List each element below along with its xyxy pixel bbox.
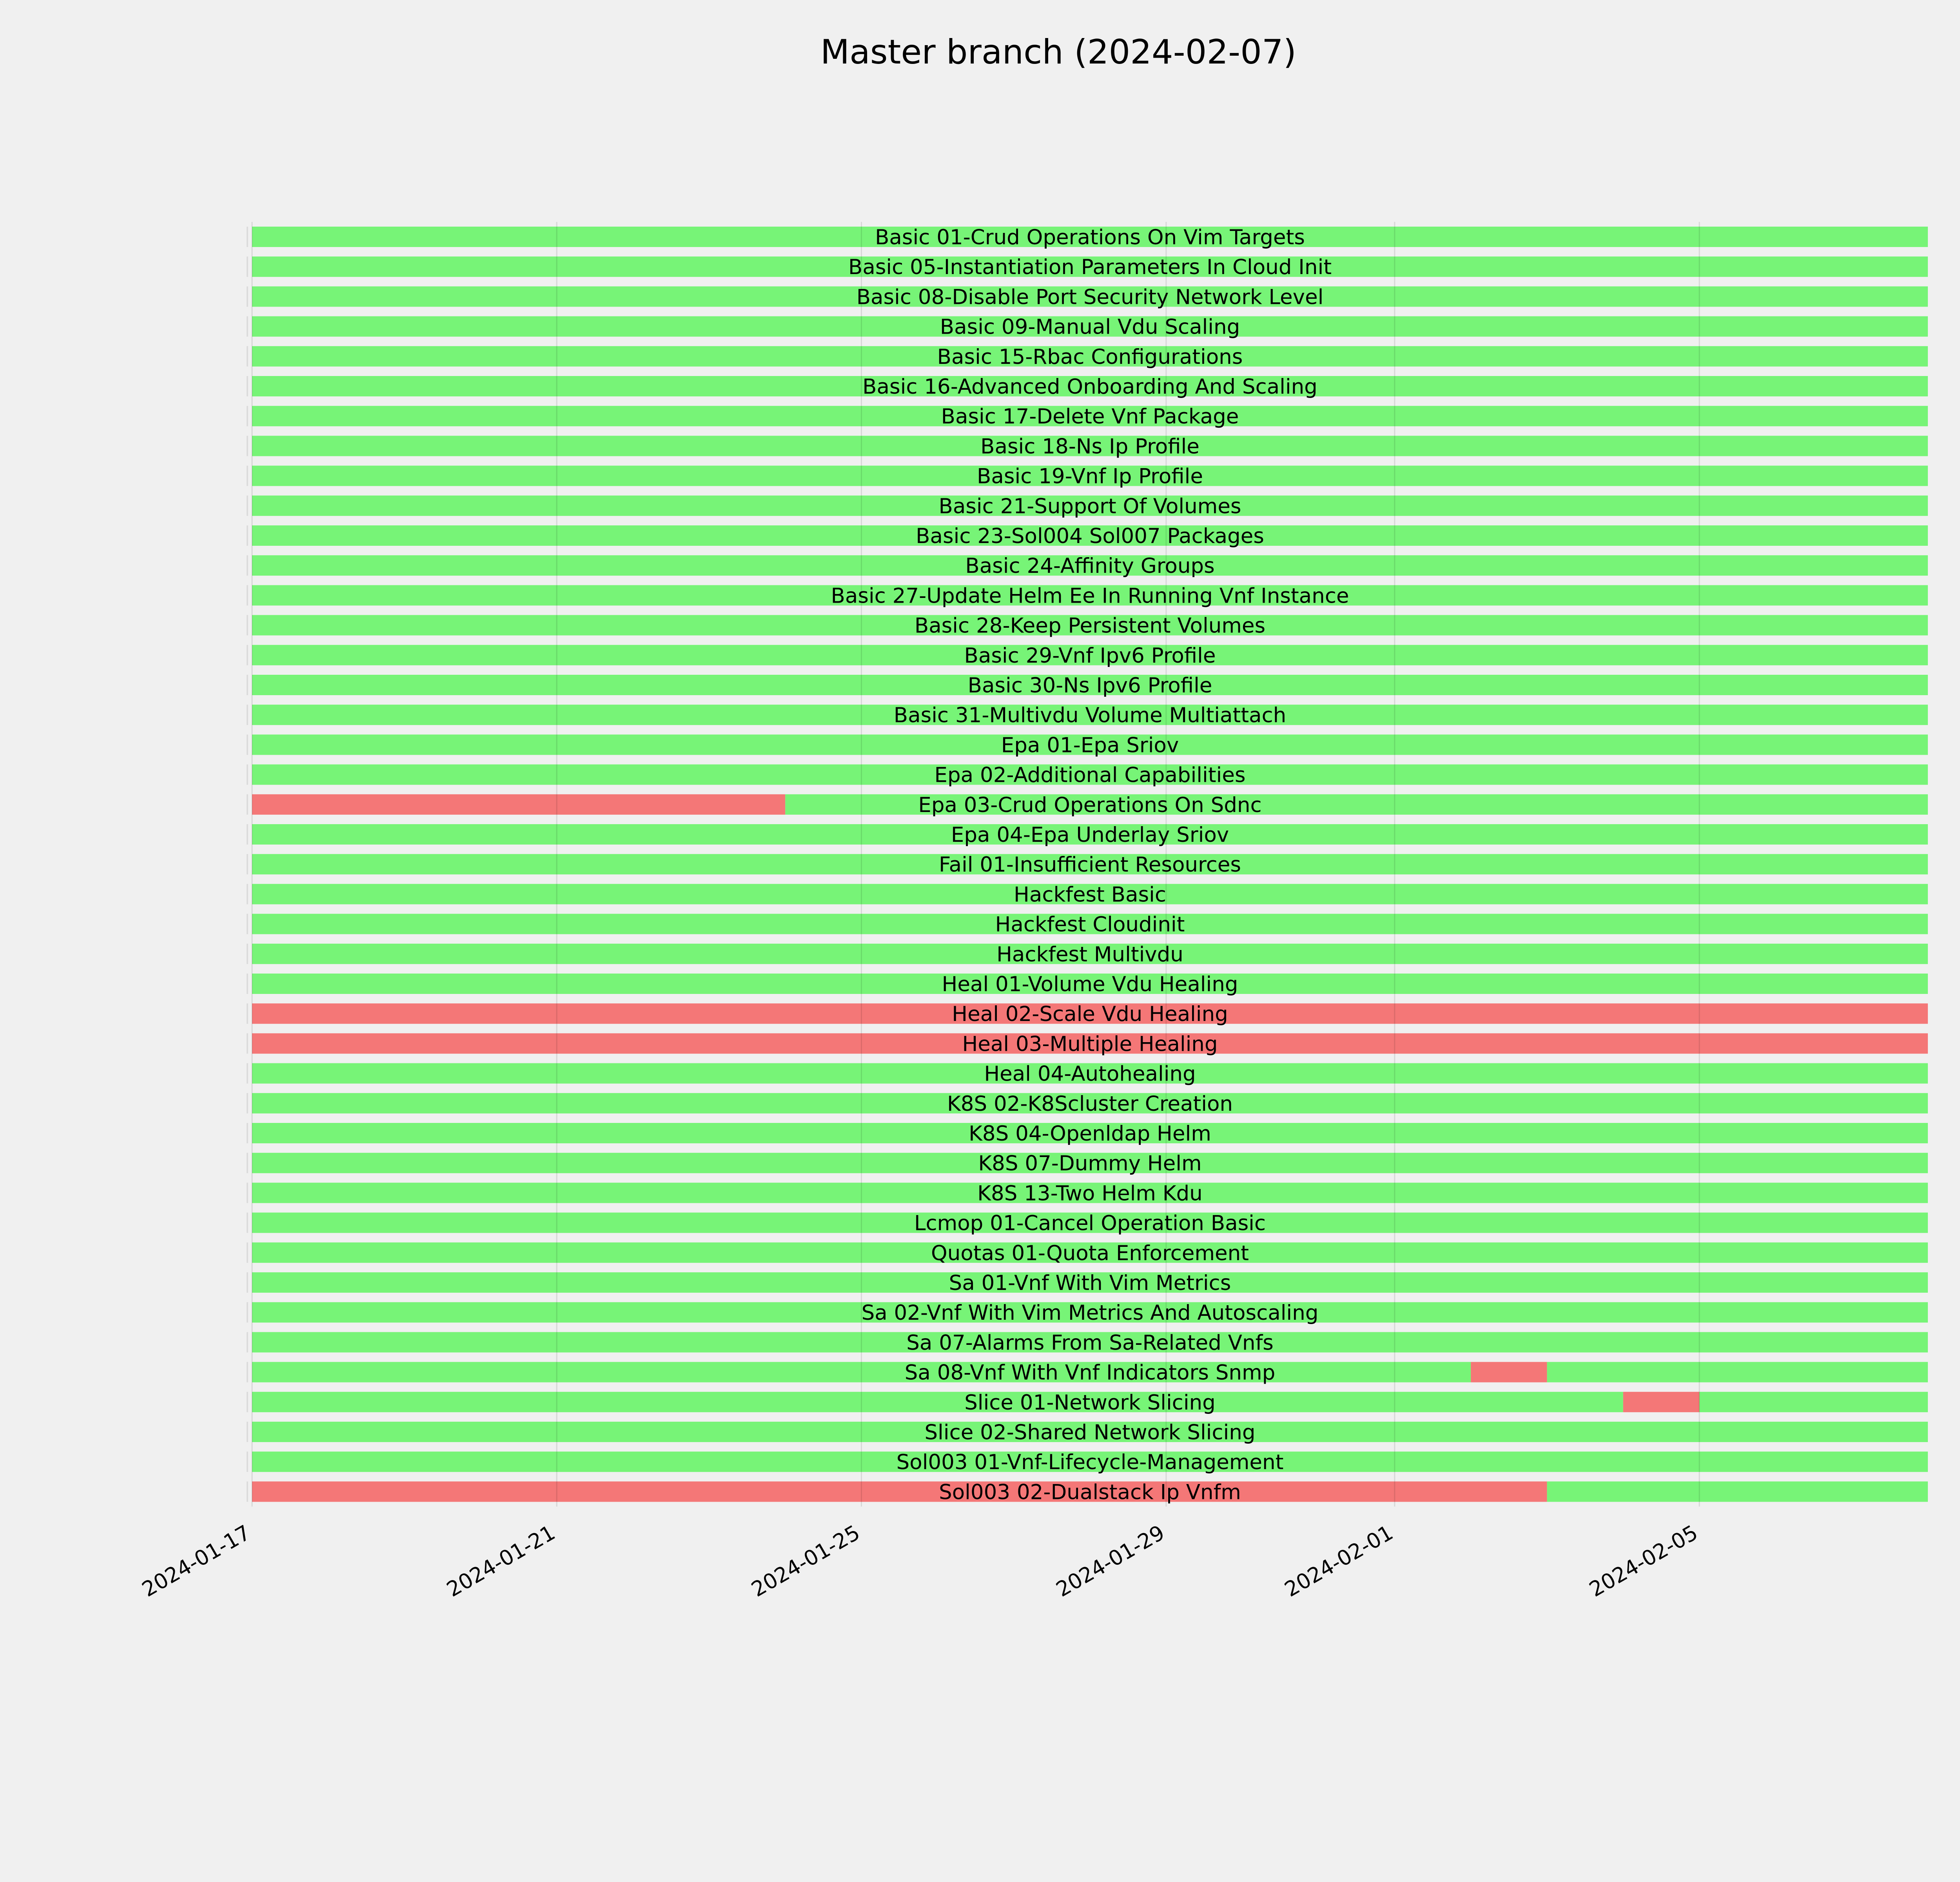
row-marker bbox=[247, 1481, 248, 1502]
x-tick-label: 2024-01-25 bbox=[747, 1520, 864, 1602]
bar-label: Heal 02-Scale Vdu Healing bbox=[952, 1002, 1228, 1026]
row-marker bbox=[247, 824, 248, 845]
row-marker bbox=[247, 436, 248, 456]
bar-label: Heal 01-Volume Vdu Healing bbox=[942, 972, 1238, 996]
row-marker bbox=[247, 705, 248, 725]
chart-title: Master branch (2024-02-07) bbox=[820, 33, 1297, 72]
bar-label: Basic 27-Update Helm Ee In Running Vnf Instance bbox=[831, 584, 1349, 608]
bar-label: Basic 31-Multivdu Volume Multiattach bbox=[893, 703, 1287, 728]
row-marker bbox=[247, 585, 248, 605]
bar-segment-fail bbox=[252, 1481, 1547, 1502]
row-marker bbox=[247, 1213, 248, 1233]
x-tick-label: 2024-02-05 bbox=[1585, 1520, 1702, 1602]
row-marker bbox=[247, 734, 248, 755]
bar-label: Basic 01-Crud Operations On Vim Targets bbox=[875, 225, 1305, 249]
bar-label: Lcmop 01-Cancel Operation Basic bbox=[914, 1211, 1266, 1235]
row-marker bbox=[247, 794, 248, 815]
row-marker bbox=[247, 466, 248, 486]
bar-label: K8S 04-Openldap Helm bbox=[969, 1122, 1211, 1146]
bar-label: Basic 18-Ns Ip Profile bbox=[980, 434, 1200, 459]
bar-label: Basic 29-Vnf Ipv6 Profile bbox=[964, 643, 1216, 668]
row-marker bbox=[247, 1153, 248, 1173]
bar-label: Slice 02-Shared Network Slicing bbox=[924, 1421, 1256, 1444]
bar-label: Basic 30-Ns Ipv6 Profile bbox=[967, 674, 1212, 698]
bar-segment-fail bbox=[252, 794, 785, 815]
row-marker bbox=[247, 884, 248, 904]
bar-label: Hackfest Cloudinit bbox=[995, 912, 1185, 937]
row-marker bbox=[247, 406, 248, 426]
bar-label: Epa 02-Additional Capabilities bbox=[934, 763, 1246, 787]
bar-segment-pass bbox=[252, 1392, 1623, 1412]
bar-label: Basic 08-Disable Port Security Network Level bbox=[856, 285, 1324, 309]
row-marker bbox=[247, 1063, 248, 1084]
row-marker bbox=[247, 286, 248, 307]
row-marker bbox=[247, 1272, 248, 1293]
row-marker bbox=[247, 316, 248, 337]
row-marker bbox=[247, 645, 248, 665]
row-marker bbox=[247, 346, 248, 367]
row-marker bbox=[247, 1033, 248, 1054]
bar-label: Sa 01-Vnf With Vim Metrics bbox=[949, 1271, 1231, 1295]
bar-segment-fail bbox=[1471, 1362, 1547, 1382]
bar-label: Heal 04-Autohealing bbox=[984, 1062, 1196, 1086]
bar-segment-pass bbox=[1547, 1481, 1928, 1502]
row-marker bbox=[247, 1451, 248, 1472]
bar-label: K8S 13-Two Helm Kdu bbox=[977, 1181, 1203, 1206]
bar-label: Basic 16-Advanced Onboarding And Scaling bbox=[862, 375, 1318, 399]
row-marker bbox=[247, 1362, 248, 1382]
row-marker bbox=[247, 1003, 248, 1024]
row-marker bbox=[247, 854, 248, 874]
bar-label: Basic 15-Rbac Configurations bbox=[937, 345, 1243, 369]
bar-label: Epa 01-Epa Sriov bbox=[1001, 733, 1179, 758]
bar-label: Basic 21-Support Of Volumes bbox=[938, 494, 1241, 518]
bar-label: K8S 02-K8Scluster Creation bbox=[947, 1092, 1233, 1116]
row-marker bbox=[247, 914, 248, 934]
row-marker bbox=[247, 256, 248, 277]
row-marker bbox=[247, 496, 248, 516]
bar-label: Sa 07-Alarms From Sa-Related Vnfs bbox=[906, 1331, 1274, 1355]
bar-label: Basic 17-Delete Vnf Package bbox=[941, 405, 1239, 429]
row-marker bbox=[247, 1332, 248, 1352]
bar-segment-pass bbox=[1547, 1362, 1928, 1382]
bar-label: Basic 19-Vnf Ip Profile bbox=[977, 464, 1203, 489]
x-tick-label: 2024-01-29 bbox=[1052, 1520, 1169, 1602]
bar-label: Sol003 01-Vnf-Lifecycle-Management bbox=[896, 1450, 1284, 1475]
row-marker bbox=[247, 227, 248, 247]
bar-label: Basic 28-Keep Persistent Volumes bbox=[914, 614, 1266, 638]
row-marker bbox=[247, 1183, 248, 1203]
row-marker bbox=[247, 1392, 248, 1412]
row-marker bbox=[247, 944, 248, 964]
row-marker bbox=[247, 675, 248, 695]
row-marker bbox=[247, 555, 248, 576]
bar-segment-fail bbox=[1623, 1392, 1699, 1412]
row-marker bbox=[247, 525, 248, 546]
bar-label: Basic 09-Manual Vdu Scaling bbox=[940, 315, 1240, 339]
bar-label: Sol003 02-Dualstack Ip Vnfm bbox=[939, 1480, 1241, 1504]
bar-label: Hackfest Basic bbox=[1014, 883, 1166, 907]
row-marker bbox=[247, 1302, 248, 1322]
row-marker bbox=[247, 765, 248, 785]
x-tick-label: 2024-01-17 bbox=[138, 1520, 255, 1602]
bar-label: Quotas 01-Quota Enforcement bbox=[931, 1241, 1249, 1265]
bar-label: Basic 24-Affinity Groups bbox=[965, 554, 1215, 578]
bar-label: Hackfest Multivdu bbox=[996, 942, 1183, 966]
bar-label: Sa 02-Vnf With Vim Metrics And Autoscaling bbox=[861, 1301, 1319, 1325]
row-marker bbox=[247, 1093, 248, 1114]
bar-label: Sa 08-Vnf With Vnf Indicators Snmp bbox=[904, 1361, 1276, 1385]
x-tick-label: 2024-01-21 bbox=[443, 1520, 559, 1602]
bar-label: Slice 01-Network Slicing bbox=[964, 1390, 1216, 1415]
bar-segment-pass bbox=[1699, 1392, 1928, 1412]
row-marker bbox=[247, 376, 248, 396]
x-tick-label: 2024-02-01 bbox=[1281, 1520, 1397, 1602]
bar-label: Epa 04-Epa Underlay Sriov bbox=[951, 823, 1229, 847]
bar-label: Fail 01-Insufficient Resources bbox=[939, 853, 1241, 877]
bar-label: Basic 05-Instantiation Parameters In Cloud Init bbox=[848, 255, 1332, 280]
bar-label: Basic 23-Sol004 Sol007 Packages bbox=[916, 524, 1264, 548]
bar-label: K8S 07-Dummy Helm bbox=[978, 1152, 1202, 1176]
row-marker bbox=[247, 615, 248, 636]
row-marker bbox=[247, 1422, 248, 1442]
bar-label: Heal 03-Multiple Healing bbox=[962, 1032, 1218, 1056]
row-marker bbox=[247, 974, 248, 994]
row-marker bbox=[247, 1243, 248, 1263]
row-marker bbox=[247, 1123, 248, 1143]
bar-label: Epa 03-Crud Operations On Sdnc bbox=[918, 793, 1262, 817]
